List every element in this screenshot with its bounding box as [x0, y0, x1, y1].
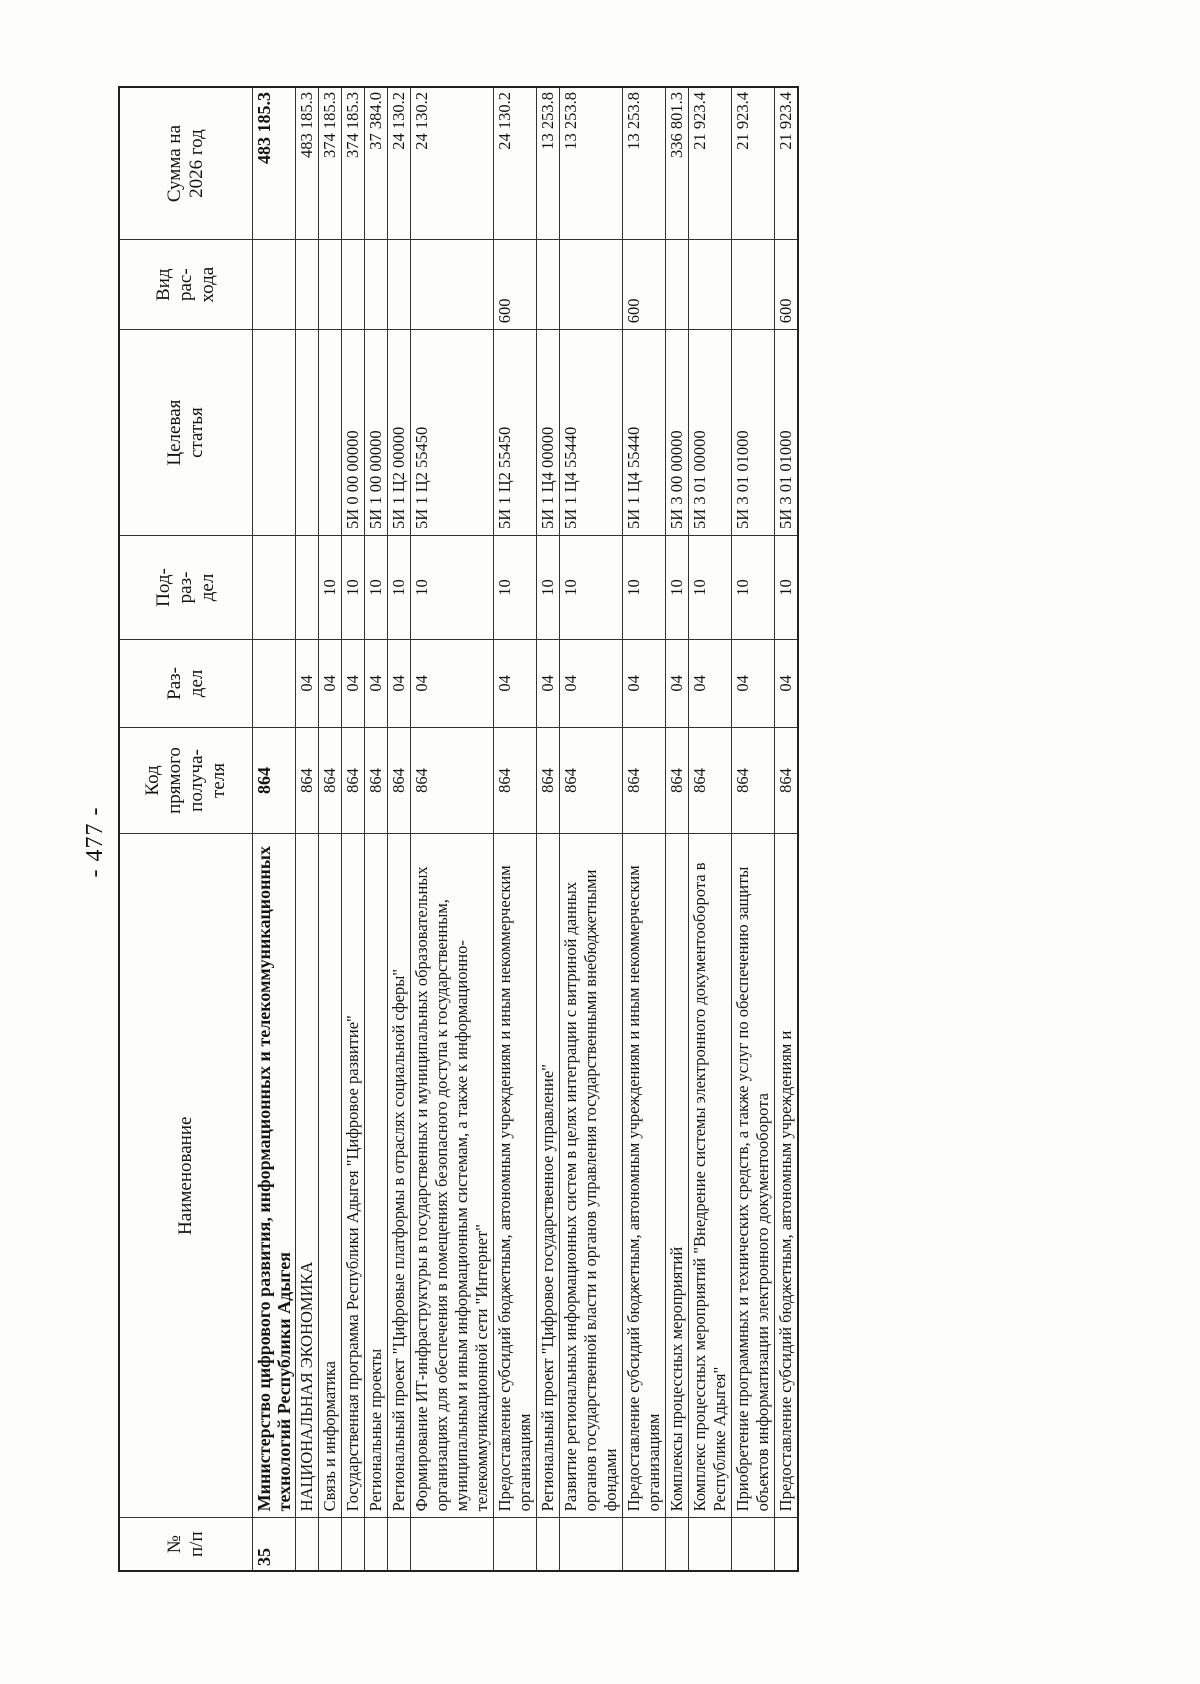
table-cell-target: 5И 3 01 00000 — [689, 330, 732, 536]
header-section: Раз- дел — [119, 639, 253, 727]
table-cell-no — [296, 1518, 319, 1571]
table-cell-no — [411, 1518, 494, 1571]
table-cell-target: 5И 0 00 00000 — [342, 330, 365, 536]
table-cell-amount: 374 185.3 — [342, 87, 365, 240]
table-cell-section: 04 — [296, 639, 319, 727]
table-cell-no — [623, 1518, 666, 1571]
table-cell-subsection: 10 — [319, 535, 342, 639]
table-cell-name: НАЦИОНАЛЬНАЯ ЭКОНОМИКА — [296, 834, 319, 1518]
table-cell-code: 864 — [775, 727, 799, 833]
table-cell-name: Предоставление субсидий бюджетным, автономным учреждениям и иным некоммерческим организациям — [623, 834, 666, 1518]
table-cell-subsection: 10 — [689, 535, 732, 639]
table-cell-name: Связь и информатика — [319, 834, 342, 1518]
table-cell-section: 04 — [560, 639, 623, 727]
table-row — [342, 87, 365, 1571]
table-cell-code: 864 — [365, 727, 388, 833]
table-cell-subsection: 10 — [342, 535, 365, 639]
table-row — [296, 87, 319, 1571]
table-row — [732, 87, 775, 1571]
table-cell-expense — [253, 240, 296, 330]
table-cell-name: Региональный проект "Цифровое государственное управление" — [537, 834, 560, 1518]
header-expense: Вид рас- хода — [119, 240, 253, 330]
table-cell-target: 5И 3 00 00000 — [666, 330, 689, 536]
table-cell-target — [253, 330, 296, 536]
table-cell-name: Комплекс процессных мероприятий "Внедрение системы электронного документооборота в Республике Адыгея" — [689, 834, 732, 1518]
table-cell-code: 864 — [623, 727, 666, 833]
table-cell-expense — [560, 240, 623, 330]
table-cell-name: Государственная программа Республики Адыгея "Цифровое развитие" — [342, 834, 365, 1518]
table-cell-code: 864 — [253, 727, 296, 833]
table-cell-subsection: 10 — [623, 535, 666, 639]
header-no: № п/п — [119, 1518, 253, 1571]
table-cell-expense — [666, 240, 689, 330]
table-row — [319, 87, 342, 1571]
table-cell-subsection: 10 — [732, 535, 775, 639]
table-cell-expense — [537, 240, 560, 330]
table-cell-name: Приобретение программных и технических средств, а также услуг по обеспечению защиты объектов информатизации электронного документооборота — [732, 834, 775, 1518]
table-row — [666, 87, 689, 1571]
table-cell-expense: 600 — [494, 240, 537, 330]
table-cell-no — [494, 1518, 537, 1571]
table-cell-target: 5И 3 01 01000 — [732, 330, 775, 536]
table-cell-name: Региональный проект "Цифровые платформы в отраслях социальной сферы" — [388, 834, 411, 1518]
table-cell-subsection: 10 — [666, 535, 689, 639]
table-cell-code: 864 — [537, 727, 560, 833]
table-cell-target: 5И 1 Ц2 55450 — [494, 330, 537, 536]
table-cell-subsection: 10 — [365, 535, 388, 639]
table-cell-section: 04 — [411, 639, 494, 727]
table-row — [388, 87, 411, 1571]
budget-table — [118, 86, 799, 1572]
table-row — [365, 87, 388, 1571]
table-cell-target: 5И 1 00 00000 — [365, 330, 388, 536]
table-cell-amount: 336 801.3 — [666, 87, 689, 240]
table-cell-name: Министерство цифрового развития, информационных и телекоммуникационных технологий Республики Адыгея — [253, 834, 296, 1518]
table-cell-code: 864 — [494, 727, 537, 833]
table-cell-section: 04 — [775, 639, 799, 727]
header-name: Наименование — [119, 834, 253, 1518]
page-number: - 477 - — [82, 806, 108, 878]
table-cell-target — [296, 330, 319, 536]
table-cell-subsection: 10 — [775, 535, 799, 639]
table-cell-code: 864 — [388, 727, 411, 833]
table-cell-code: 864 — [296, 727, 319, 833]
table-cell-amount: 24 130.2 — [411, 87, 494, 240]
table-cell-no — [689, 1518, 732, 1571]
table-cell-target — [319, 330, 342, 536]
table-cell-amount: 21 923.4 — [775, 87, 799, 240]
table-row — [253, 87, 296, 1571]
table-cell-expense — [342, 240, 365, 330]
table-cell-no — [775, 1518, 799, 1571]
table-header — [119, 87, 253, 1571]
table-cell-no: 35 — [253, 1518, 296, 1571]
table-cell-section: 04 — [342, 639, 365, 727]
table-cell-no — [666, 1518, 689, 1571]
table-cell-name: Предоставление субсидий бюджетным, автономным учреждениям и — [775, 834, 799, 1518]
table-cell-no — [732, 1518, 775, 1571]
table-row — [775, 87, 799, 1571]
table-cell-target: 5И 1 Ц4 55440 — [560, 330, 623, 536]
table-cell-code: 864 — [342, 727, 365, 833]
table-cell-expense — [689, 240, 732, 330]
table-cell-code: 864 — [560, 727, 623, 833]
table-cell-code: 864 — [689, 727, 732, 833]
table-cell-subsection: 10 — [411, 535, 494, 639]
header-subsection: Под- раз- дел — [119, 535, 253, 639]
table-cell-section: 04 — [365, 639, 388, 727]
table-cell-expense — [388, 240, 411, 330]
table-cell-amount: 21 923.4 — [732, 87, 775, 240]
table-cell-expense — [365, 240, 388, 330]
table-row — [689, 87, 732, 1571]
table-cell-name: Комплексы процессных мероприятий — [666, 834, 689, 1518]
table-cell-code: 864 — [732, 727, 775, 833]
header-amount: Сумма на 2026 год — [119, 87, 253, 240]
table-cell-amount: 24 130.2 — [494, 87, 537, 240]
table-cell-code: 864 — [319, 727, 342, 833]
table-cell-section: 04 — [537, 639, 560, 727]
table-cell-amount: 24 130.2 — [388, 87, 411, 240]
table-cell-expense — [319, 240, 342, 330]
table-cell-expense: 600 — [775, 240, 799, 330]
table-cell-section: 04 — [732, 639, 775, 727]
table-row — [623, 87, 666, 1571]
table-cell-target: 5И 1 Ц2 00000 — [388, 330, 411, 536]
table-cell-section — [253, 639, 296, 727]
table-cell-name: Развитие региональных информационных систем в целях интеграции с витриной данных органов государственной власти и органов управления государственными внебюджетными фондами — [560, 834, 623, 1518]
table-cell-subsection — [296, 535, 319, 639]
table-cell-expense: 600 — [623, 240, 666, 330]
table-cell-name: Предоставление субсидий бюджетным, автономным учреждениям и иным некоммерческим организациям — [494, 834, 537, 1518]
header-code: Код прямого получа- теля — [119, 727, 253, 833]
table-row — [411, 87, 494, 1571]
table-cell-target: 5И 3 01 01000 — [775, 330, 799, 536]
table-cell-amount: 13 253.8 — [623, 87, 666, 240]
header-target: Целевая статья — [119, 330, 253, 536]
table-cell-subsection — [253, 535, 296, 639]
table-cell-no — [319, 1518, 342, 1571]
table-cell-amount: 483 185.3 — [296, 87, 319, 240]
table-cell-no — [342, 1518, 365, 1571]
table-cell-no — [560, 1518, 623, 1571]
table-row — [560, 87, 623, 1571]
table-cell-target: 5И 1 Ц2 55450 — [411, 330, 494, 536]
table-cell-name: Формирование ИТ-инфраструктуры в государственных и муниципальных образовательных организациях для обеспечения в помещениях безопасного доступа к государственным, муниципальным и иным информационным системам, а также к информационно-телекоммуникационной сети "Интернет" — [411, 834, 494, 1518]
table-cell-amount: 13 253.8 — [560, 87, 623, 240]
table-cell-section: 04 — [689, 639, 732, 727]
table-cell-no — [388, 1518, 411, 1571]
table-cell-section: 04 — [623, 639, 666, 727]
table-cell-expense — [732, 240, 775, 330]
table-cell-code: 864 — [666, 727, 689, 833]
table-cell-amount: 21 923.4 — [689, 87, 732, 240]
table-row — [494, 87, 537, 1571]
table-cell-amount: 37 384.0 — [365, 87, 388, 240]
table-cell-no — [365, 1518, 388, 1571]
table-cell-no — [537, 1518, 560, 1571]
table-cell-section: 04 — [494, 639, 537, 727]
table-cell-subsection: 10 — [537, 535, 560, 639]
table-cell-subsection: 10 — [560, 535, 623, 639]
table-row — [537, 87, 560, 1571]
table-cell-amount: 483 185.3 — [253, 87, 296, 240]
table-cell-expense — [411, 240, 494, 330]
table-cell-section: 04 — [666, 639, 689, 727]
table-cell-amount: 13 253.8 — [537, 87, 560, 240]
table-cell-target: 5И 1 Ц4 00000 — [537, 330, 560, 536]
table-cell-subsection: 10 — [388, 535, 411, 639]
table-cell-amount: 374 185.3 — [319, 87, 342, 240]
table-cell-name: Региональные проекты — [365, 834, 388, 1518]
table-body — [253, 87, 799, 1571]
table-cell-section: 04 — [319, 639, 342, 727]
table-cell-code: 864 — [411, 727, 494, 833]
table-cell-subsection: 10 — [494, 535, 537, 639]
table-cell-section: 04 — [388, 639, 411, 727]
table-cell-expense — [296, 240, 319, 330]
table-cell-target: 5И 1 Ц4 55440 — [623, 330, 666, 536]
